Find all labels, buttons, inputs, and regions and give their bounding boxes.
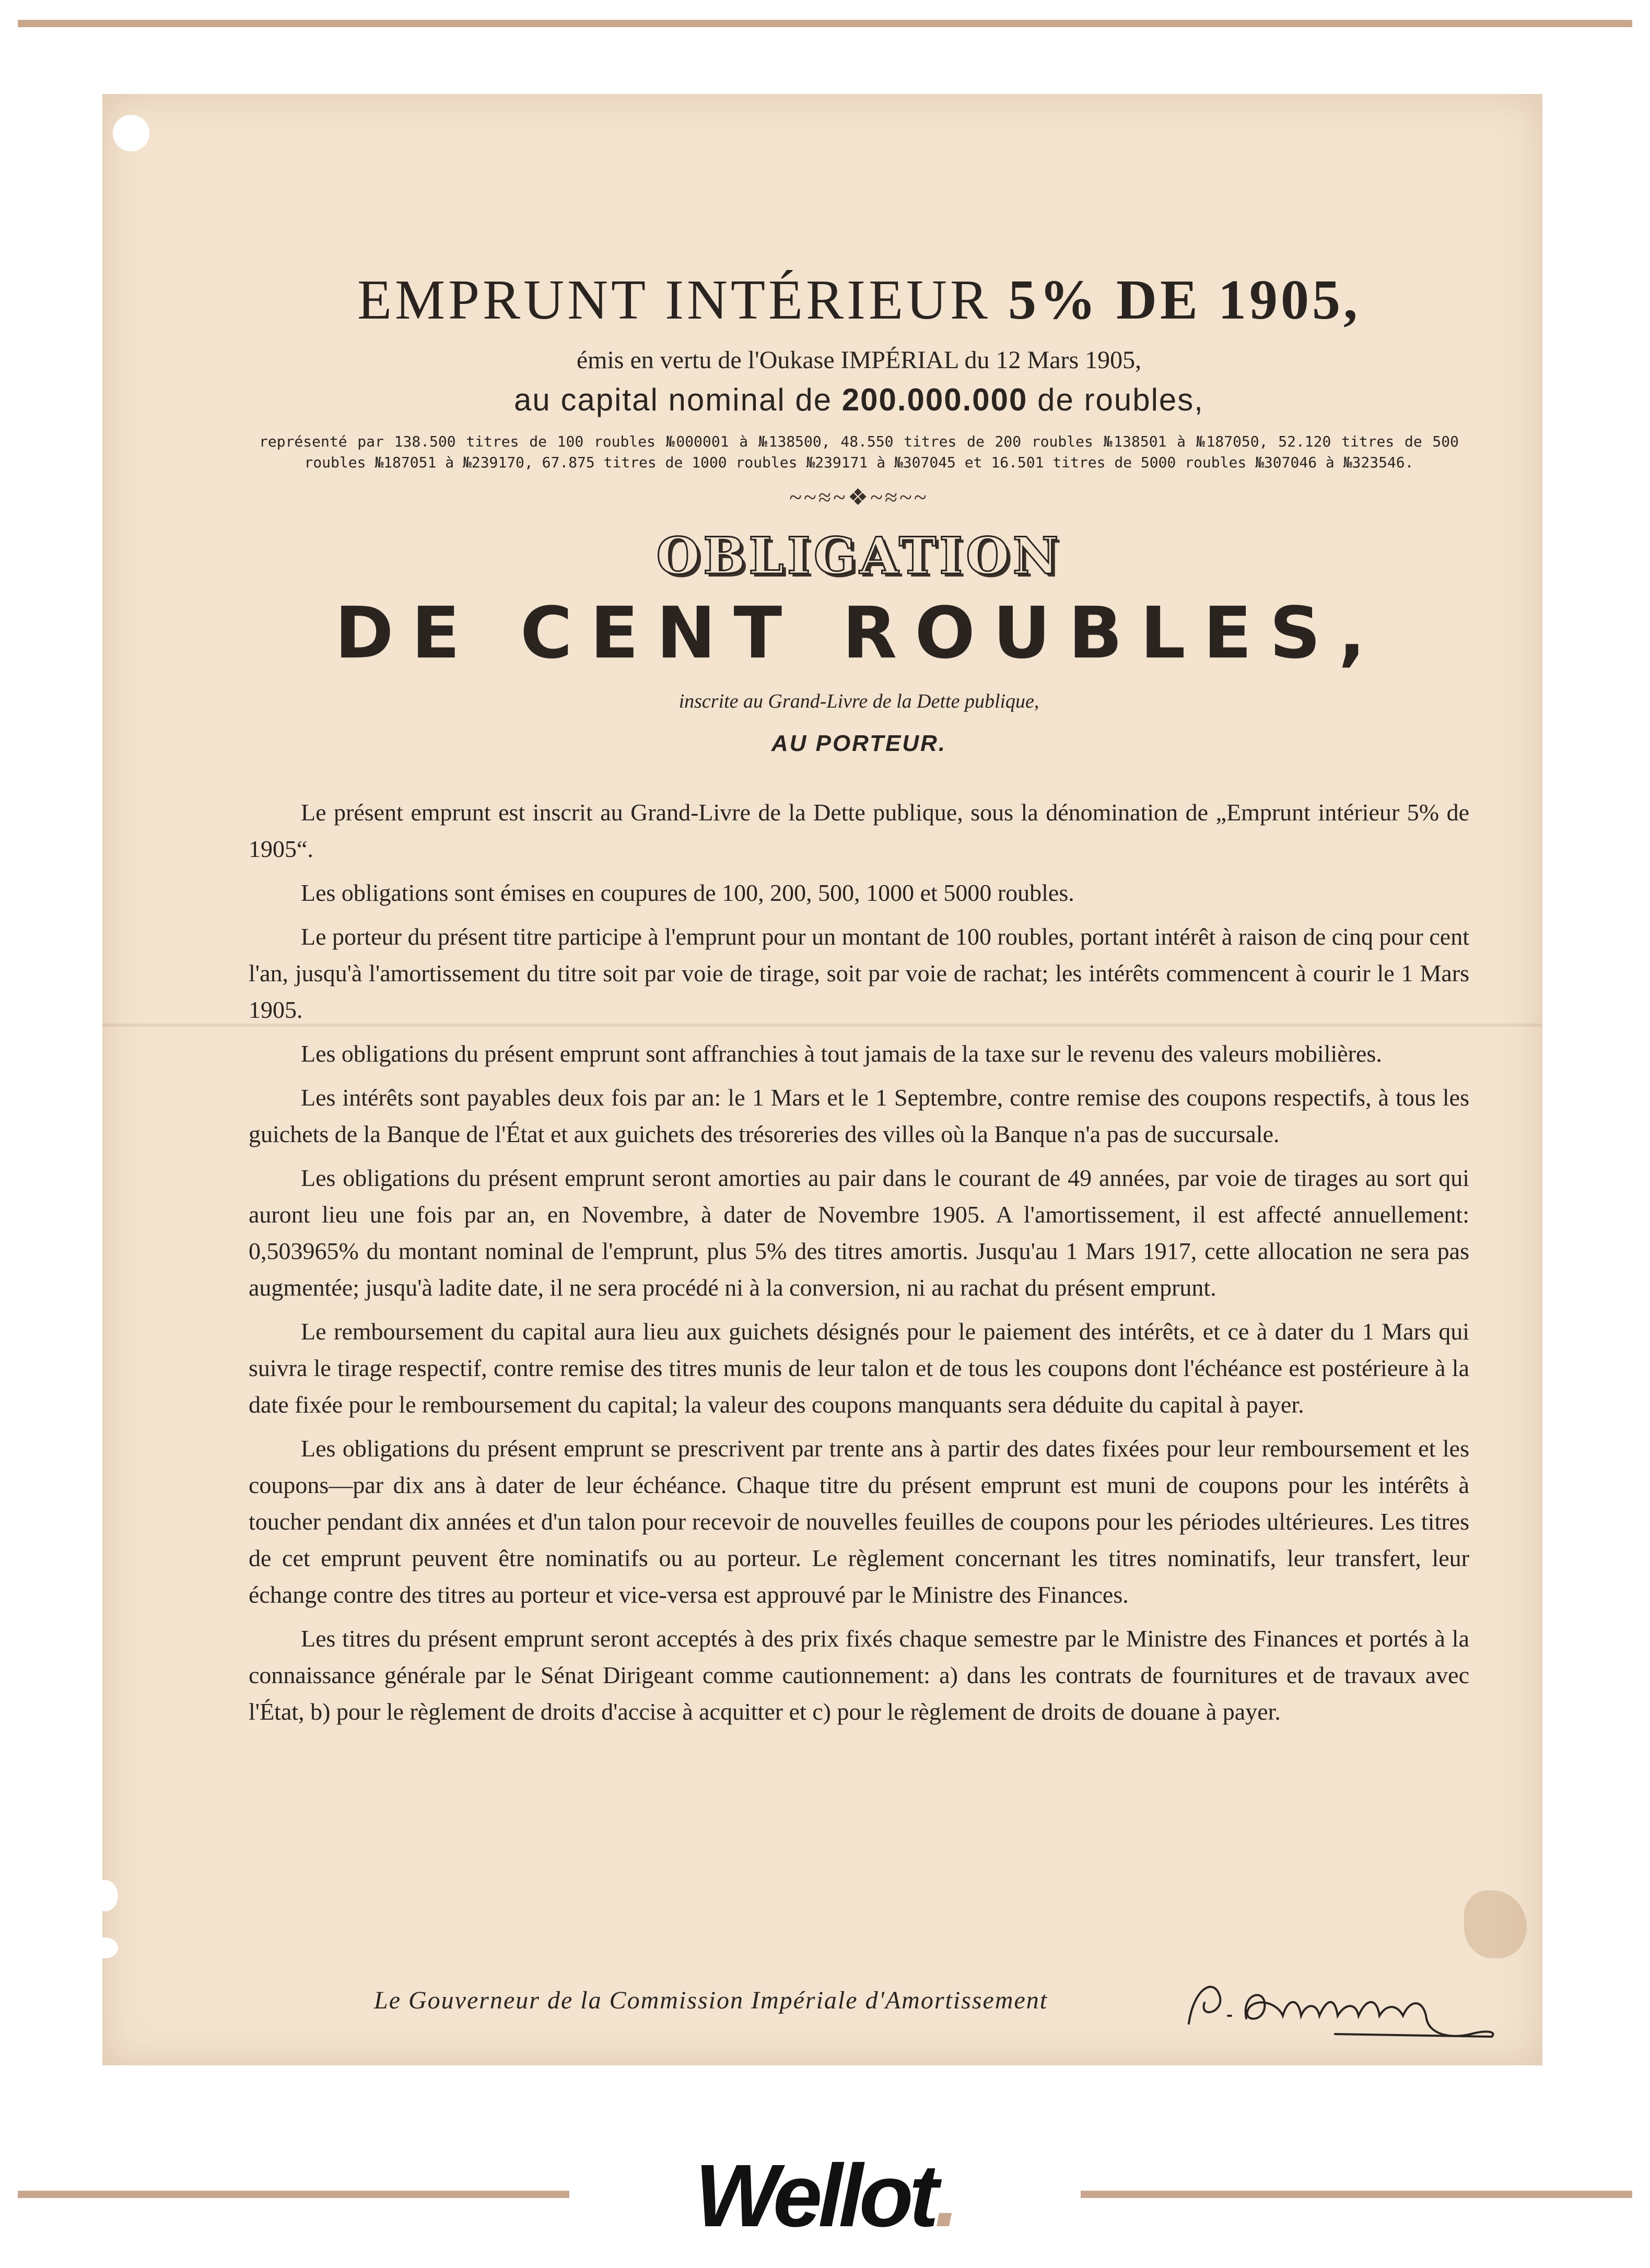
- logo-text: Wellot: [695, 2146, 935, 2246]
- signature-block: [374, 1977, 1575, 2039]
- terms-paragraph: Les obligations sont émises en coupures de 100, 200, 500, 1000 et 5000 roubles.: [301, 879, 1074, 907]
- terms-paragraph: Le porteur du présent titre participe à l'emprunt pour un montant de 100 roubles, portant intérêt à raison de cinq pour cent l'an, jusqu'à l'amortissement du titre soit par voie de tirage, soit par voie de rachat; les intérêts commencent à courir le 1 Mars 1905.: [249, 923, 1469, 1024]
- terms-paragraph: Le présent emprunt est inscrit au Grand-Livre de la Dette publique, sous la dénomination de „Emprunt intérieur 5% de 1905“.: [249, 799, 1469, 863]
- oukase-line: émis en vertu de l'Oukase IMPÉRIAL du 12 Mars 1905,: [576, 346, 1142, 374]
- terms-paragraph: Les obligations du présent emprunt sont affranchies à tout jamais de la taxe sur le revenu des valeurs mobilières.: [301, 1040, 1382, 1067]
- ornament-divider: ~~≈~❖~≈~~: [789, 484, 929, 510]
- terms-paragraph: Les obligations du présent emprunt seront amorties au pair dans le courant de 49 années, par voie de tirages au sort qui auront lieu une fois par an, en Novembre, à dater de Novembre 1905. A l'amortissement, il est affecté annuellement: 0,503965% du montant nominal de l'emprunt, plus 5% des titres amortis. Jusqu'au 1 Mars 1917, cette allocation ne sera pas augmentée; jusqu'à ladite date, il ne sera procédé ni à la conversion, ni au rachat du présent emprunt.: [249, 1165, 1469, 1301]
- capital-prefix: au capital nominal de: [514, 382, 833, 417]
- title-part1: EMPRUNT INTÉRIEUR: [357, 269, 991, 331]
- tranches-text: représenté par 138.500 titres de 100 roubles №000001 à №138500, 48.550 titres de 200 roubles №138501 à №187050, 52.120 titres de 500 roubles №187051 à №239170, 67.875 titres de 1000 roubles №239171 à №307045 et 16.501 titres de 5000 roubles №307046 à №323546.: [259, 432, 1459, 472]
- capital-amount: 200.000.000: [841, 382, 1028, 417]
- paper-stain: [1464, 1890, 1527, 1958]
- wellot-logo: [569, 2146, 1081, 2246]
- punch-hole: [92, 1880, 118, 1911]
- capital-suffix: de roubles,: [1037, 382, 1204, 417]
- terms-paragraph: Les intérêts sont payables deux fois par an: le 1 Mars et le 1 Septembre, contre remise des coupons respectifs, à tous les guichets de la Banque de l'État et aux guichets des trésoreries des villes où la Banque n'a pas de succursale.: [249, 1084, 1469, 1148]
- terms-paragraphs: [249, 794, 1469, 1730]
- signature-caption: Le Gouverneur de la Commission Impériale d'Amortissement: [374, 1987, 1048, 2014]
- terms-paragraph: Les obligations du présent emprunt se prescrivent par trente ans à partir des dates fixées pour leur remboursement et les coupons—par dix ans à dater de leur échéance. Chaque titre du présent emprunt est muni de coupons pour les intérêts à toucher pendant dix années et d'un talon pour recevoir de nouvelles feuilles de coupons pour les périodes ultérieures. Les titres de cet emprunt peuvent être nominatifs ou au porteur. Le règlement concernant les titres nominatifs, leur transfert, leur échange contre des titres au porteur et vice-versa est approuvé par le Ministre des Finances.: [249, 1435, 1469, 1608]
- terms-paragraph: Le remboursement du capital aura lieu aux guichets désignés pour le paiement des intérêts, et ce à dater du 1 Mars qui suivra le tirage respectif, contre remise des titres munis de leur talon et de tous les coupons dont l'échéance est postérieure à la date fixée pour le remboursement du capital; la valeur des coupons manquants sera déduite du capital à payer.: [249, 1318, 1469, 1418]
- document-title: [249, 266, 1469, 334]
- logo-dot: .: [934, 2146, 955, 2246]
- punch-hole: [92, 1937, 118, 1958]
- document-body: [249, 266, 1469, 1737]
- bond-document: [102, 94, 1542, 2065]
- capital-line: [249, 382, 1469, 418]
- bearer-line: AU PORTEUR.: [771, 731, 947, 757]
- denomination-heading: DE CENT ROUBLES,: [334, 592, 1384, 675]
- bottom-divider-left: [18, 2191, 569, 2198]
- handwritten-signature: [1178, 1966, 1502, 2050]
- punch-hole: [113, 115, 149, 151]
- top-divider: [18, 20, 1632, 27]
- terms-paragraph: Les titres du présent emprunt seront acceptés à des prix fixés chaque semestre par le Ministre des Finances et portés à la connaissance générale par le Sénat Dirigeant comme cautionnement: a) dans les contrats de fournitures et de travaux avec l'État, b) pour le règlement de droits d'accise à acquitter et c) pour le règlement de droits de douane à payer.: [249, 1625, 1469, 1725]
- bottom-divider-right: [1081, 2191, 1632, 2198]
- inscription-line: inscrite au Grand-Livre de la Dette publique,: [678, 690, 1039, 713]
- title-part2: 5% DE 1905,: [1008, 269, 1361, 331]
- obligation-heading: OBLIGATION: [656, 526, 1062, 585]
